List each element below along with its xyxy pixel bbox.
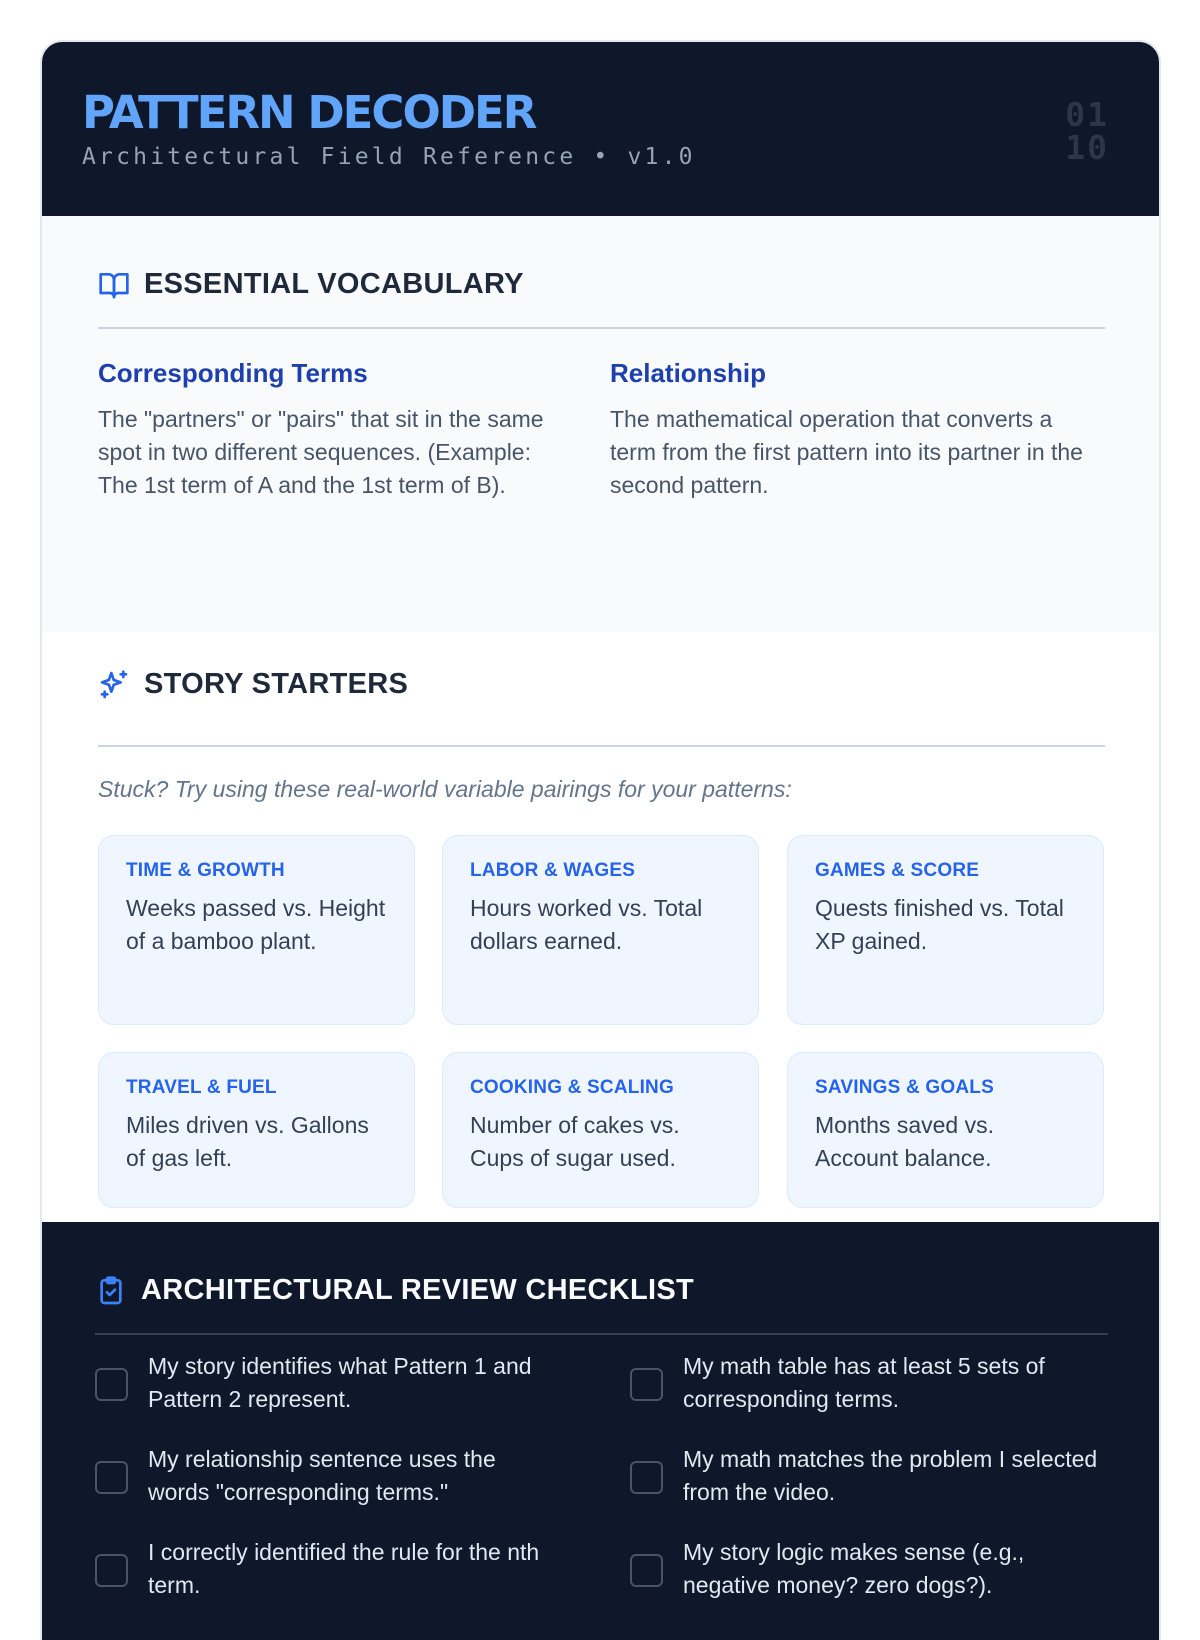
header — [42, 42, 1159, 216]
checklist-item-label: My story identifies what Pattern 1 and Pattern 2 represent. — [148, 1353, 532, 1412]
story-tile — [98, 1052, 415, 1208]
story-tile — [442, 835, 759, 1025]
checkbox[interactable] — [95, 1554, 128, 1587]
tile-text: Months saved vs. Account balance. — [815, 1112, 994, 1171]
tile-text: Miles driven vs. Gallons of gas left. — [126, 1112, 369, 1171]
page-subtitle: Architectural Field Reference • v1.0 — [82, 144, 696, 170]
review-checklist-section — [42, 1222, 1159, 1640]
checklist-item-label: My math matches the problem I selected from the video. — [683, 1446, 1098, 1505]
vocabulary-heading — [98, 268, 524, 301]
tile-category: TIME & GROWTH — [126, 860, 285, 881]
checklist-item-label: I correctly identified the rule for the nth term. — [148, 1539, 540, 1598]
story-tile — [442, 1052, 759, 1208]
tile-category: GAMES & SCORE — [815, 860, 980, 881]
divider — [98, 745, 1105, 747]
story-tile — [787, 1052, 1104, 1208]
binary-top: 01 — [1065, 95, 1109, 134]
tile-category: COOKING & SCALING — [470, 1077, 674, 1098]
checkbox[interactable] — [95, 1461, 128, 1494]
binary-decoration — [1065, 95, 1109, 167]
sparkles-icon — [98, 669, 130, 701]
checklist-item-label: My relationship sentence uses the words "corresponding terms." — [148, 1446, 496, 1505]
story-starters-section — [42, 632, 1159, 1262]
checkbox[interactable] — [630, 1368, 663, 1401]
checklist-title: ARCHITECTURAL REVIEW CHECKLIST — [141, 1274, 695, 1306]
vocabulary-section — [42, 216, 1159, 632]
checklist-item[interactable] — [95, 1350, 545, 1416]
checklist-item[interactable] — [630, 1443, 1100, 1509]
checkbox[interactable] — [630, 1554, 663, 1587]
story-tile — [787, 835, 1104, 1025]
open-book-icon — [98, 269, 130, 301]
reference-card — [40, 40, 1161, 1640]
term-definition: The mathematical operation that converts a term from the first pattern into its partner in the second pattern. — [610, 406, 1083, 498]
checklist-item-label: My story logic makes sense (e.g., negative money? zero dogs?). — [683, 1539, 1025, 1598]
tile-text: Hours worked vs. Total dollars earned. — [470, 895, 703, 954]
clipboard-check-icon — [95, 1275, 127, 1307]
checklist-heading — [95, 1274, 694, 1307]
tile-category: SAVINGS & GOALS — [815, 1077, 994, 1098]
story-starters-title: STORY STARTERS — [144, 668, 409, 700]
term-name: Relationship — [610, 358, 767, 388]
tile-text: Number of cakes vs. Cups of sugar used. — [470, 1112, 680, 1171]
checkbox[interactable] — [95, 1368, 128, 1401]
tile-text: Weeks passed vs. Height of a bamboo plant. — [126, 895, 386, 954]
page-title: PATTERN DECODER — [82, 86, 536, 139]
vocab-term — [610, 358, 1095, 502]
story-tile — [98, 835, 415, 1025]
vocab-term — [98, 358, 558, 502]
story-starters-intro: Stuck? Try using these real-world variable pairings for your patterns: — [98, 776, 792, 802]
checklist-item[interactable] — [630, 1350, 1100, 1416]
divider — [98, 327, 1105, 329]
binary-bottom: 10 — [1065, 128, 1109, 167]
term-name: Corresponding Terms — [98, 358, 368, 388]
tile-category: TRAVEL & FUEL — [126, 1077, 277, 1098]
tile-category: LABOR & WAGES — [470, 860, 636, 881]
checklist-item[interactable] — [630, 1536, 1100, 1602]
divider — [95, 1333, 1108, 1335]
checklist-item[interactable] — [95, 1536, 545, 1602]
story-starters-heading — [98, 668, 408, 701]
checkbox[interactable] — [630, 1461, 663, 1494]
tile-text: Quests finished vs. Total XP gained. — [815, 895, 1064, 954]
vocabulary-title: ESSENTIAL VOCABULARY — [144, 268, 524, 300]
checklist-item-label: My math table has at least 5 sets of corresponding terms. — [683, 1353, 1045, 1412]
term-definition: The "partners" or "pairs" that sit in the same spot in two different sequences. (Example: The 1st term of A and the 1st term of B). — [98, 406, 544, 498]
checklist-item[interactable] — [95, 1443, 545, 1509]
